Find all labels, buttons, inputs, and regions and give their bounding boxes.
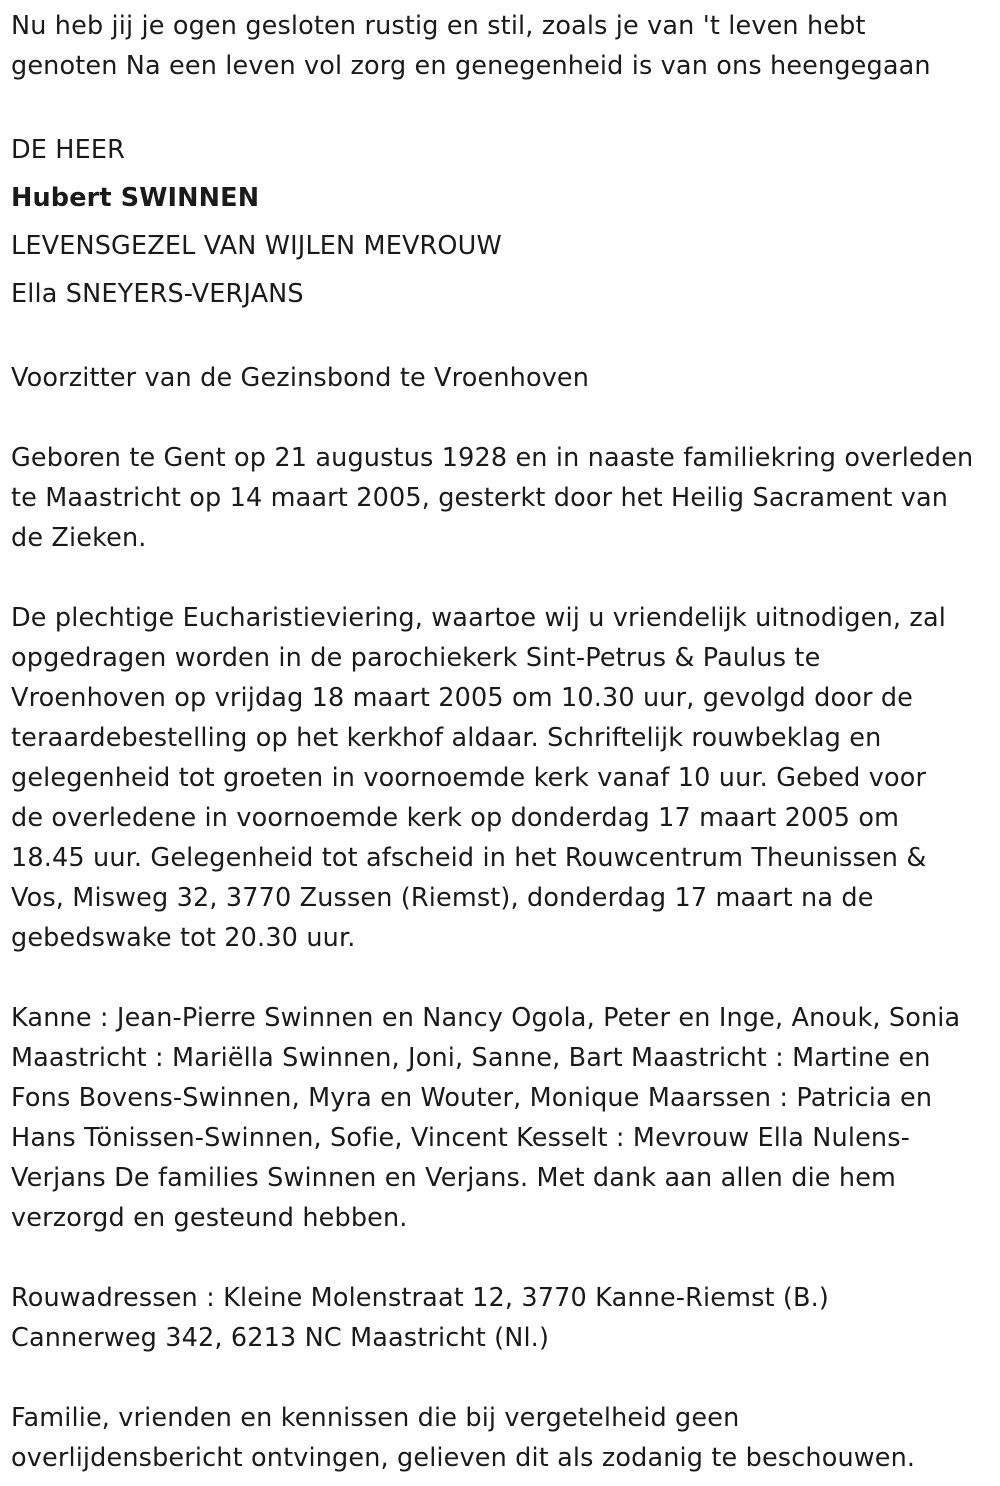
birth-death-paragraph — [11, 438, 993, 558]
family-line: Kanne : Jean-Pierre Swinnen en Nancy Ogola, Peter en Inge, Anouk, Sonia — [11, 1003, 961, 1033]
ceremony-line: De plechtige Eucharistieviering, waartoe wij u vriendelijk uitnodigen, zal — [11, 603, 946, 633]
address-line: Cannerweg 342, 6213 NC Maastricht (Nl.) — [11, 1323, 550, 1353]
ceremony-line: Vos, Misweg 32, 3770 Zussen (Riemst), donderdag 17 maart na de — [11, 883, 874, 913]
partner-name: Ella SNEYERS-VERJANS — [11, 279, 304, 309]
ceremony-line: gebedswake tot 20.30 uur. — [11, 923, 356, 953]
ceremony-line: opgedragen worden in de parochiekerk Sint-Petrus & Paulus te — [11, 643, 821, 673]
deceased-block — [11, 126, 993, 318]
role-line: Voorzitter van de Gezinsbond te Vroenhoven — [11, 363, 590, 393]
spacer — [11, 1238, 993, 1278]
ceremony-line: teraardebestelling op het kerkhof aldaar. Schriftelijk rouwbeklag en — [11, 723, 882, 753]
spacer — [11, 558, 993, 598]
honorific: DE HEER — [11, 135, 126, 165]
ceremony-line: gelegenheid tot groeten in voornoemde kerk vanaf 10 uur. Gebed voor — [11, 763, 927, 793]
birth-death-line: Geboren te Gent op 21 augustus 1928 en in naaste familiekring overleden — [11, 443, 974, 473]
intro-paragraph — [11, 6, 993, 86]
spacer — [11, 1358, 993, 1398]
spacer — [11, 398, 993, 438]
family-line: Verjans De families Swinnen en Verjans. Met dank aan allen die hem — [11, 1163, 897, 1193]
closing-line: Familie, vrienden en kennissen die bij vergetelheid geen — [11, 1403, 740, 1433]
closing-paragraph — [11, 1398, 993, 1478]
deceased-name: Hubert SWINNEN — [11, 183, 260, 213]
ceremony-paragraph — [11, 598, 993, 958]
spacer — [11, 86, 993, 126]
closing-line: overlijdensbericht ontvingen, gelieven dit als zodanig te beschouwen. — [11, 1443, 916, 1473]
spacer — [11, 318, 993, 358]
family-line: Fons Bovens-Swinnen, Myra en Wouter, Monique Maarssen : Patricia en — [11, 1083, 933, 1113]
birth-death-line: te Maastricht op 14 maart 2005, gesterkt door het Heilig Sacrament van — [11, 483, 949, 513]
ceremony-line: Vroenhoven op vrijdag 18 maart 2005 om 10.30 uur, gevolgd door de — [11, 683, 914, 713]
family-paragraph — [11, 998, 993, 1238]
ceremony-line: 18.45 uur. Gelegenheid tot afscheid in het Rouwcentrum Theunissen & — [11, 843, 927, 873]
intro-line: Nu heb jij je ogen gesloten rustig en stil, zoals je van 't leven hebt — [11, 11, 866, 41]
family-line: Hans Tönissen-Swinnen, Sofie, Vincent Kesselt : Mevrouw Ella Nulens- — [11, 1123, 911, 1153]
role-paragraph — [11, 358, 993, 398]
birth-death-line: de Zieken. — [11, 523, 147, 553]
addresses-paragraph — [11, 1278, 993, 1358]
intro-line: genoten Na een leven vol zorg en genegenheid is van ons heengegaan — [11, 51, 931, 81]
family-line: Maastricht : Mariëlla Swinnen, Joni, Sanne, Bart Maastricht : Martine en — [11, 1043, 931, 1073]
spacer — [11, 958, 993, 998]
obituary-notice — [11, 6, 993, 1478]
address-line: Rouwadressen : Kleine Molenstraat 12, 3770 Kanne-Riemst (B.) — [11, 1283, 830, 1313]
family-line: verzorgd en gesteund hebben. — [11, 1203, 408, 1233]
ceremony-line: de overledene in voornoemde kerk op donderdag 17 maart 2005 om — [11, 803, 900, 833]
relation-line: LEVENSGEZEL VAN WIJLEN MEVROUW — [11, 231, 502, 261]
